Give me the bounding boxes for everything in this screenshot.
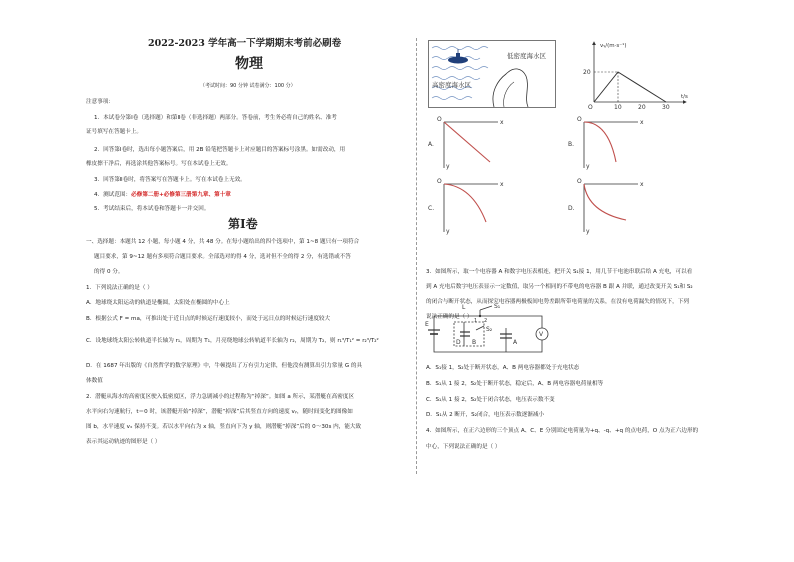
option-a-letter: A. xyxy=(428,141,434,148)
fig-b-vy-line xyxy=(594,72,666,102)
q3-line-4: 说法正确的是（ ） xyxy=(426,314,473,320)
option-b-origin: O xyxy=(577,116,582,123)
q3-option-b: B．S₁从 1 接 2，S₂处于断开状态，稳定后，A、B 两电容器电荷量相等 xyxy=(426,381,604,387)
subject-title: 物理 xyxy=(235,56,263,72)
option-a-graph xyxy=(426,114,516,172)
fig-b-ytick-20: 20 xyxy=(583,69,591,76)
option-a-xlabel: x xyxy=(500,119,504,126)
instructions-line-2: 题目要求，第 9~12 题有多项符合题目要求。全部选对的得 4 分，选对但不全的得 2 分，有选错或不答 xyxy=(94,254,351,260)
option-a-origin: O xyxy=(437,116,442,123)
option-c-origin: O xyxy=(437,178,442,185)
q1-option-c-formula: r₁³/T₁² = r₂³/T₂² xyxy=(337,338,379,344)
low-density-label: 低密度海水区 xyxy=(507,52,546,60)
figure-a xyxy=(428,40,556,108)
q3-line-3: 的闭合与断开状态，从而探究电容器两极板间电势差跟所带电荷量的关系，在没有电荷漏失的情况下，下列 xyxy=(426,299,689,305)
note-2-cont: 橡皮擦干净后，再选涂其他答案标号。写在本试卷上无效。 xyxy=(86,161,232,167)
circuit-label-d: D xyxy=(456,339,461,346)
option-c-ylabel: y xyxy=(446,228,450,235)
notes-heading: 注意事项： xyxy=(86,99,114,105)
q4-line-1: 4．如图所示，在正六边形的三个顶点 A、C、E 分别固定电荷量为+q、-q、+q 的点电荷，O 点为正六边形的 xyxy=(426,428,699,434)
test-scope: 必修第二册+必修第三册第九章、第十章 xyxy=(131,192,231,198)
option-d-origin: O xyxy=(577,178,582,185)
q2-line-4: 表示其运动轨迹的图形是（ ） xyxy=(86,439,161,445)
q1-option-b: B．根据公式 F = ma，可推出处于近日点的时候运行速度较小，而处于远日点的时候运行速度较大 xyxy=(86,316,331,322)
q1-stem: 1．下列说法正确的是（ ） xyxy=(86,285,153,291)
q3-option-d: D．S₁从 2 断开，S₂闭合，电压表示数逐渐减小 xyxy=(426,412,545,418)
option-d-graph xyxy=(566,176,656,236)
fig-b-xtick-30: 30 xyxy=(662,104,670,110)
option-b-letter: B. xyxy=(568,141,575,148)
circuit-label-e: E xyxy=(425,321,429,328)
option-c-xlabel: x xyxy=(500,181,504,188)
switch-s1-pivot xyxy=(479,315,481,317)
option-b-xlabel: x xyxy=(640,119,644,126)
q3-option-a: A．S₁接 1，S₂处于断开状态，A、B 两电容器都处于充电状态 xyxy=(426,365,580,371)
circuit-label-l: L xyxy=(462,304,466,311)
circuit-label-1: 1 xyxy=(474,318,478,324)
note-4-label: 4．测试范围： xyxy=(94,192,132,198)
q2-line-2: 水平向右匀速航行，t＝0 时，该潜艇开始“掉深”，潜艇“掉深”后其竖直方向的速度 vᵧ，随时间变化的图像如 xyxy=(86,409,353,415)
circuit-label-s1: S₁ xyxy=(494,303,501,310)
circuit-outer-loop xyxy=(434,316,542,352)
option-d-letter: D. xyxy=(568,205,575,212)
circuit-label-b: B xyxy=(472,339,477,346)
high-density-label: 高密度海水区 xyxy=(432,81,471,89)
q1-option-c xyxy=(86,337,379,345)
option-b-trajectory xyxy=(584,122,616,162)
circuit-label-s2: S₂ xyxy=(486,326,493,333)
note-3: 3．回答第Ⅱ卷时，将答案写在答题卡上。写在本试卷上无效。 xyxy=(94,177,246,183)
switch-s1-blade xyxy=(480,306,492,310)
q1-option-d-cont: 体数值 xyxy=(86,378,103,384)
q3-option-c: C．S₁从 1 接 2，S₂处于闭合状态，电压表示数不变 xyxy=(426,397,555,403)
q2-line-3: 图 b，水平速度 vₓ 保持不变。若以水平向右为 x 轴，竖直向下为 y 轴，则潜艇“掉深”后的 0～30s 内，能大致 xyxy=(86,424,362,430)
q2-line-1: 2．潜艇从海水的高密度区驶入低密度区，浮力急剧减小的过程称为“掉深”。如图 a 所示，某潜艇在高密度区 xyxy=(86,394,355,400)
fig-b-ylabel: vᵧ/(m·s⁻¹) xyxy=(600,43,627,49)
note-4 xyxy=(94,191,231,199)
circuit-label-2: 2 xyxy=(484,318,488,324)
instructions-line-3: 的得 0 分。 xyxy=(94,269,124,275)
option-c-letter: C. xyxy=(428,205,435,212)
paper-title: 2022-2023 学年高一下学期期末考前必刷卷 xyxy=(148,38,342,49)
figure-a-frame xyxy=(429,41,556,108)
circuit-label-a: A xyxy=(513,339,518,346)
option-c-trajectory xyxy=(444,184,486,222)
option-d-trajectory xyxy=(584,184,626,220)
option-a-trajectory xyxy=(444,122,490,162)
option-d-xlabel: x xyxy=(640,181,644,188)
fig-b-xlabel: t/s xyxy=(681,94,688,100)
option-d-ylabel: y xyxy=(586,228,590,235)
figure-b-vy-t-graph xyxy=(582,38,690,110)
fig-b-xtick-10: 10 xyxy=(614,104,622,110)
section-title: 第Ⅰ卷 xyxy=(228,217,258,231)
fig-b-origin: O xyxy=(588,104,593,110)
q4-line-2: 中心，下列说法正确的是（ ） xyxy=(426,444,501,450)
exam-info: （考试时间：90 分钟 试卷满分：100 分） xyxy=(200,83,296,89)
q1-option-c-text: C．设地球绕太阳公转轨道半长轴为 r₁，周期为 T₁，月亮绕地球公转轨道半长轴为 r₂，周期为 T₂，则 xyxy=(86,338,336,344)
option-a-ylabel: y xyxy=(446,163,450,170)
q3-line-2: 到 A 充电后数字电压表显示一定数值，取另一个相同的不带电的电容器 B 跟 A 并联，通过改变开关 S₁和 S₂ xyxy=(426,284,693,290)
note-5: 5．考试结束后，将本试卷和答题卡一并交回。 xyxy=(94,206,210,212)
column-divider xyxy=(416,38,417,474)
note-1-cont: 证号填写在答题卡上。 xyxy=(86,129,142,135)
switch-s2-blade xyxy=(476,326,484,330)
option-c-graph xyxy=(426,176,516,236)
option-b-graph xyxy=(566,114,656,172)
note-2: 2．回答第Ⅰ卷时，选出每小题答案后，用 2B 铅笔把答题卡上对应题目的答案标号涂黑。如需改动，用 xyxy=(94,147,346,153)
voltmeter-label: V xyxy=(539,331,544,338)
instructions-line-1: 一、选择题：本题共 12 小题，每小题 4 分，共 48 分。在每小题给出的四个选项中，第 1~8 题只有一项符合 xyxy=(86,239,360,245)
option-b-ylabel: y xyxy=(586,163,590,170)
fig-b-xtick-20: 20 xyxy=(638,104,646,110)
q1-option-a: A．地球绕太阳运动的轨道是椭圆，太阳处在椭圆的中心上 xyxy=(86,300,230,306)
q3-line-1: 3．如图所示，取一个电容器 A 和数字电压表相连，把开关 S₁接 1，用几节干电池串联后给 A 充电，可以看 xyxy=(426,269,693,275)
note-1: 1．本试卷分第Ⅰ卷（选择题）和第Ⅱ卷（非选择题）两部分。答卷前，考生务必将自己的姓名、准考 xyxy=(94,115,337,121)
capacitor-circuit xyxy=(424,300,554,358)
q1-option-d: D．在 1687 年出版的《自然哲学的数学原理》中，牛顿提出了万有引力定律，但他没有测算出引力常量 G 的具 xyxy=(86,363,363,369)
